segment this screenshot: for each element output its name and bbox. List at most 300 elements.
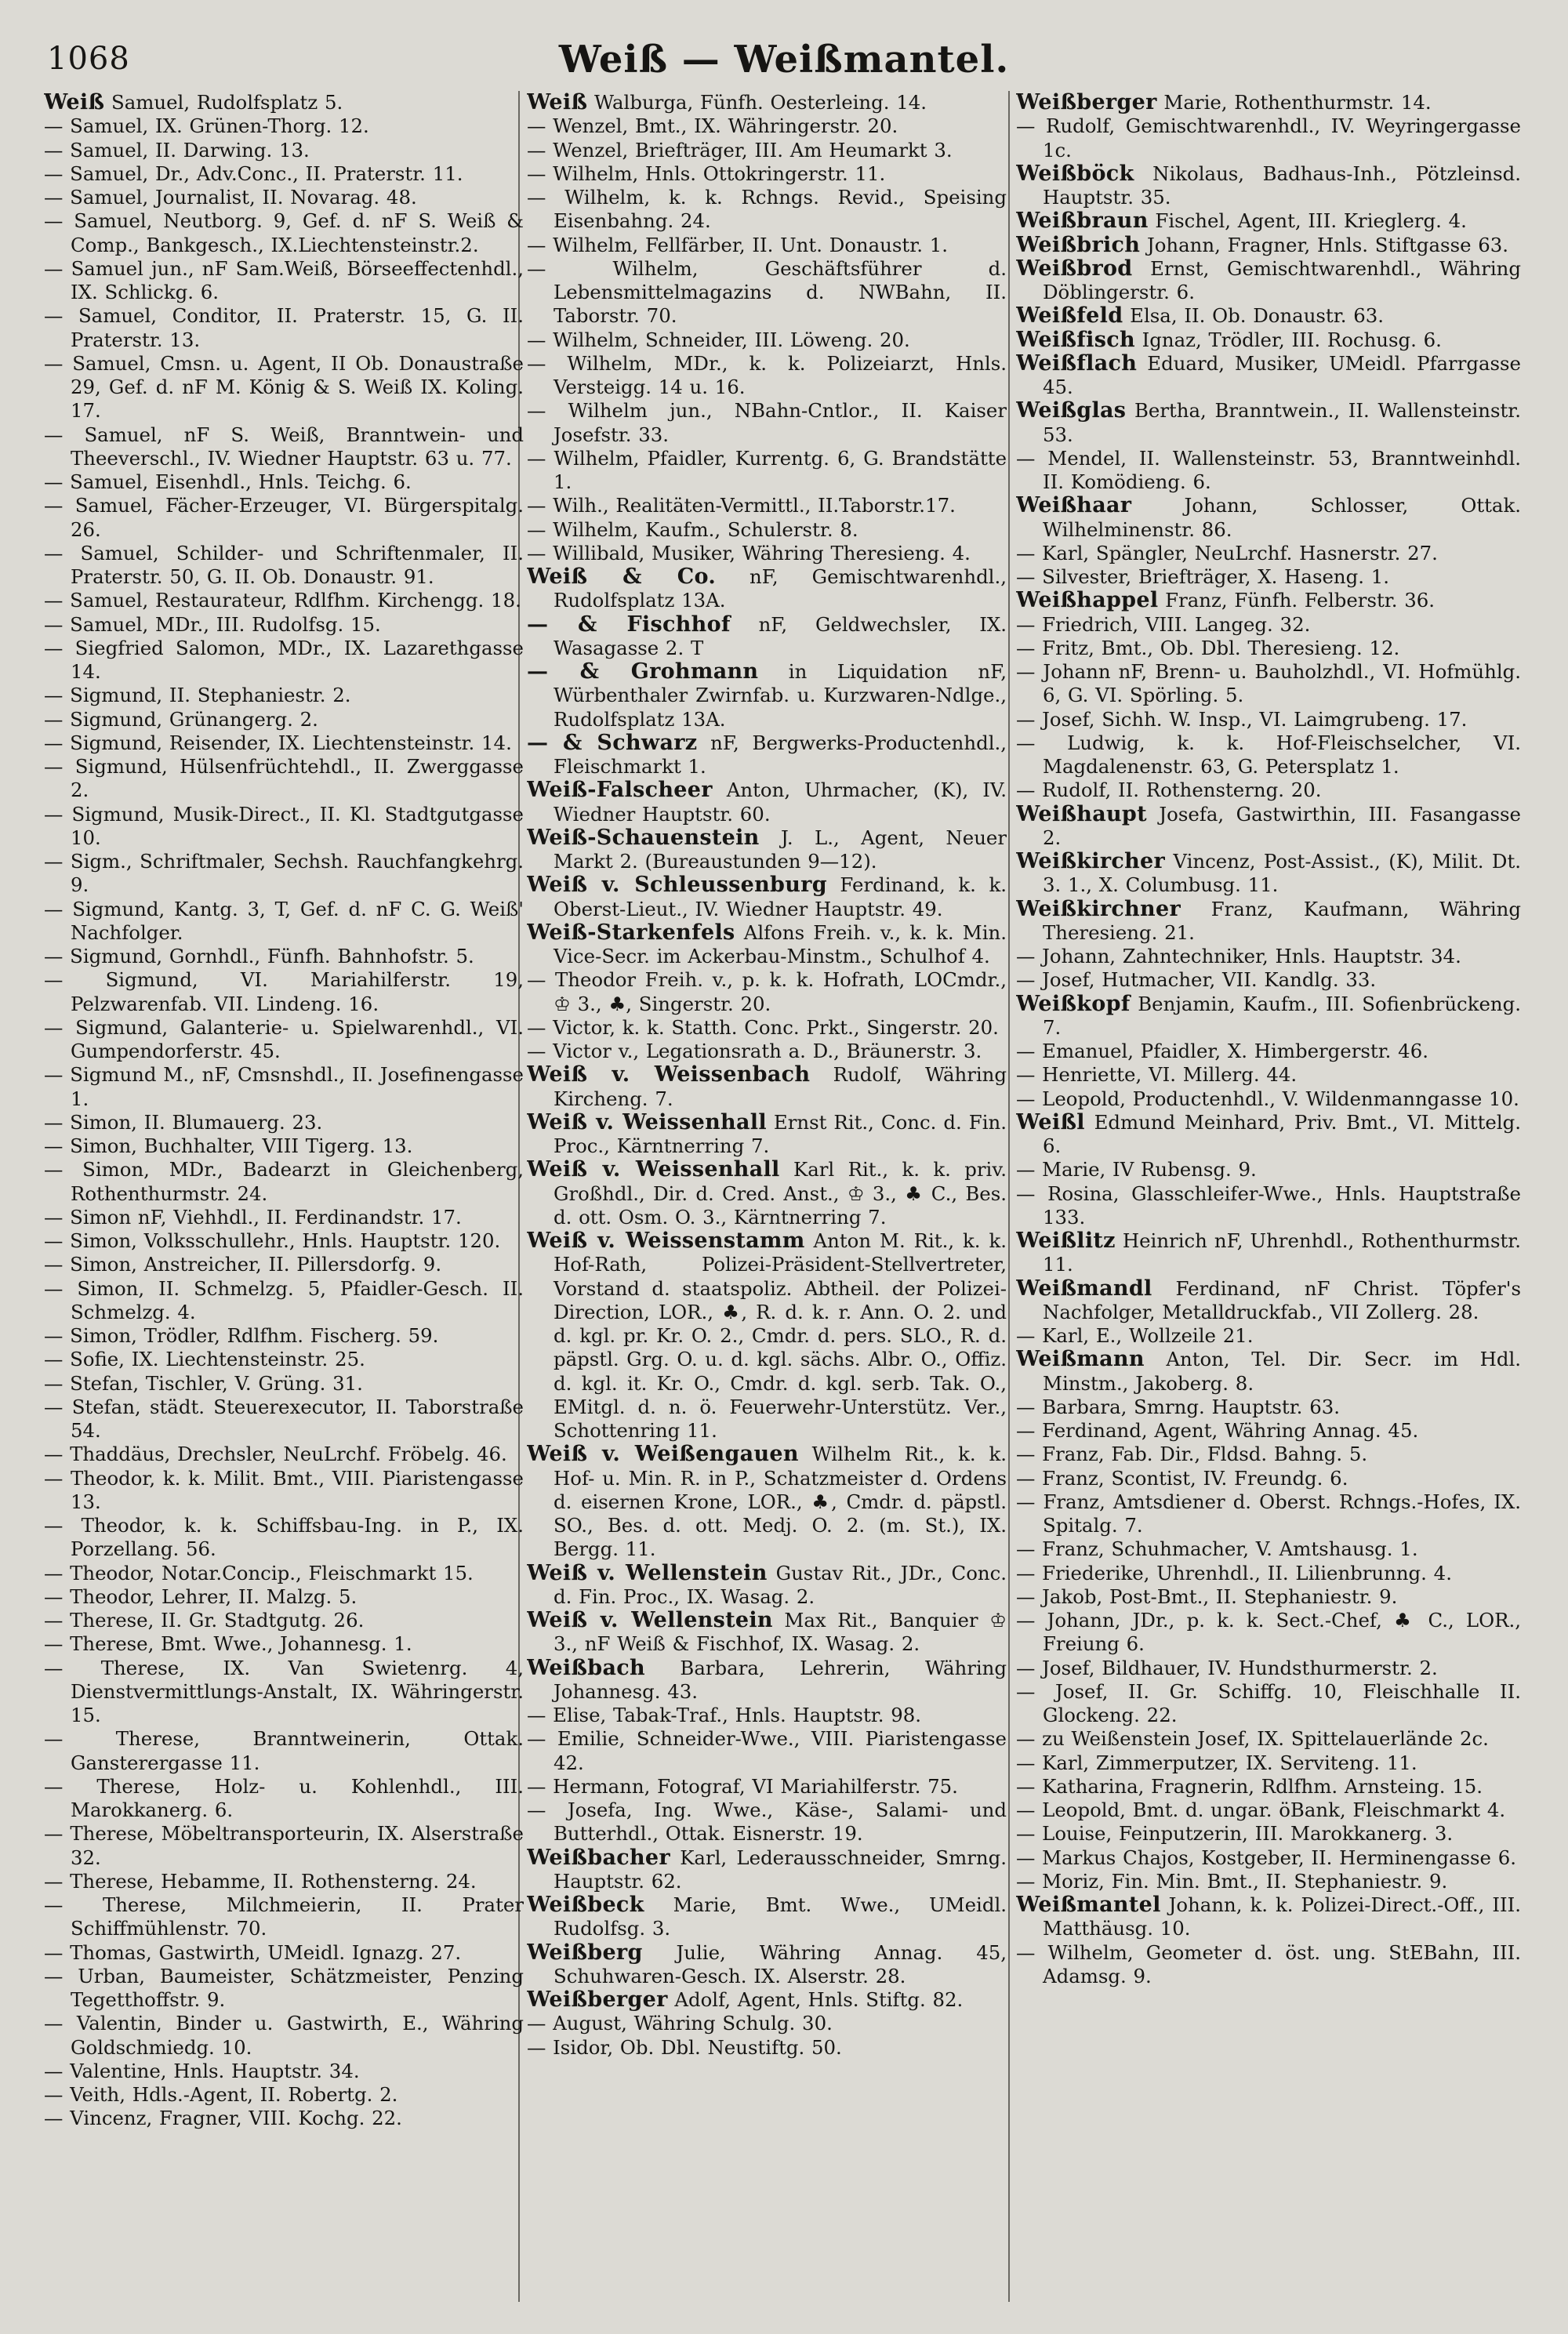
entry-text: — Wilhelm, Schneider, III. Löweng. 20. (527, 328, 910, 351)
entry-text: — Sigm., Schriftmaler, Sechsh. Rauchfangkehrg. 9. (44, 850, 524, 897)
page-number: 1068 (47, 41, 130, 77)
entry-text: — Wilh., Realitäten-Vermittl., II.Taborstr.17. (527, 494, 956, 517)
column-1 (44, 91, 524, 2318)
entry-surname: Weiß v. Weissenhall (527, 1109, 767, 1134)
entry-surname: Weißl (1016, 1109, 1085, 1134)
entry-text: — Theodor, k. k. Schiffsbau-Ing. in P., IX. Porzellang. 56. (44, 1514, 524, 1561)
entry-surname: Weiß v. Schleussenburg (527, 873, 827, 898)
entry-text: — Victor v., Legationsrath a. D., Bräunerstr. 3. (527, 1040, 982, 1062)
entry-text: — Sofie, IX. Liechtensteinstr. 25. (44, 1348, 365, 1371)
directory-entry (1016, 850, 1521, 898)
entry-text: — Karl, Zimmerputzer, IX. Serviteng. 11. (1016, 1751, 1417, 1774)
entry-text: — Samuel, IX. Grünen-Thorg. 12. (44, 114, 369, 138)
directory-entry (1016, 565, 1521, 589)
entry-text: in Liquidation nF, Würbenthaler Zwirnfab. u. Kurzwaren-Ndlge., Rudolfsplatz 13A. (554, 660, 1007, 731)
entry-text: — Franz, Amtsdiener d. Oberst. Rchngs.-Hofes, IX. Spitalg. 7. (1016, 1490, 1521, 1537)
directory-entry (44, 494, 524, 542)
entry-text: Marie, Rothenthurmstr. 14. (1156, 91, 1432, 114)
entry-text: — Sigmund M., nF, Cmsnshdl., II. Josefinengasse 1. (44, 1063, 524, 1110)
directory-entry (44, 1870, 524, 1893)
entry-text: — Urban, Baumeister, Schätzmeister, Penzing Tegetthoffstr. 9. (44, 1964, 524, 2011)
entry-text: — Thaddäus, Drechsler, NeuLrchf. Fröbelg. 46. (44, 1443, 507, 1466)
entry-surname: Weißbraun (1016, 209, 1149, 234)
directory-entry (44, 1134, 524, 1158)
entry-text: — Josef, Sichh. W. Insp., VI. Laimgrubeng. 17. (1016, 707, 1468, 731)
directory-entry (527, 1775, 1007, 1799)
entry-surname: Weißfeld (1016, 303, 1123, 329)
directory-entry (527, 257, 1007, 329)
entry-text: — Theodor, Notar.Concip., Fleischmarkt 15. (44, 1561, 474, 1584)
directory-entry (1016, 1229, 1521, 1277)
directory-entry (527, 565, 1007, 613)
entry-surname: — & Grohmann (527, 659, 759, 684)
entry-surname: Weißbacher (527, 1845, 670, 1870)
entry-surname: Weiß v. Weissenstamm (527, 1229, 805, 1253)
entry-text: — Jakob, Post-Bmt., II. Stephaniestr. 9. (1016, 1584, 1398, 1608)
directory-entry (1016, 1562, 1521, 1585)
entry-text: — Josef, Hutmacher, VII. Kandlg. 33. (1016, 968, 1377, 992)
entry-text: — Karl, E., Wollzeile 21. (1016, 1324, 1254, 1347)
entry-text: — Sigmund, Hülsenfrüchtehdl., II. Zwerggasse 2. (44, 755, 524, 802)
entry-text: — Sigmund, Musik-Direct., II. Kl. Stadtgutgasse 10. (44, 802, 524, 849)
directory-entry (527, 162, 1007, 186)
directory-entry (44, 1941, 524, 1965)
entry-text: — Samuel, Dr., Adv.Conc., II. Praterstr. 11. (44, 162, 463, 185)
entry-surname: Weißmann (1016, 1347, 1145, 1372)
entry-text: Marie, Bmt. Wwe., UMeidl. Rudolfsg. 3. (554, 1893, 1007, 1940)
directory-entry (1016, 399, 1521, 447)
entry-text: — Leopold, Productenhdl., V. Wildenmanngasse 10. (1016, 1087, 1519, 1110)
entry-text: — Hermann, Fotograf, VI Mariahilferstr. 75. (527, 1774, 958, 1798)
entry-text: Franz, Fünfh. Felberstr. 36. (1158, 589, 1436, 612)
entry-text: — Isidor, Ob. Dbl. Neustiftg. 50. (527, 2035, 842, 2059)
directory-entry (44, 1727, 524, 1775)
directory-entry (1016, 1727, 1521, 1751)
entry-text: — Veith, Hdls.-Agent, II. Robertg. 2. (44, 2083, 398, 2106)
entry-text: — Samuel, Schilder- und Schriftenmaler, II. Praterstr. 50, G. II. Ob. Donaustr. 91. (44, 541, 524, 588)
entry-text: Heinrich nF, Uhrenhdl., Rothenthurmstr. 11. (1043, 1229, 1521, 1276)
directory-entry (1016, 162, 1521, 210)
entry-text: — Franz, Scontist, IV. Freundg. 6. (1016, 1466, 1348, 1490)
directory-entry (44, 162, 524, 186)
directory-entry (44, 1965, 524, 2013)
directory-entry (527, 1727, 1007, 1775)
entry-text: Samuel, Rudolfsplatz 5. (104, 91, 343, 114)
entry-text: — Josef, II. Gr. Schiffg. 10, Fleischhalle II. Glockeng. 22. (1016, 1679, 1521, 1726)
entry-text: Franz, Kaufmann, Währing Theresieng. 21. (1043, 897, 1521, 944)
directory-entry (527, 399, 1007, 447)
entry-text: — Wilhelm, Kaufm., Schulerstr. 8. (527, 517, 858, 541)
directory-entry (1016, 1490, 1521, 1538)
directory-entry (44, 1632, 524, 1656)
entry-text: — August, Währing Schulg. 30. (527, 2012, 833, 2035)
directory-entry (44, 1229, 524, 1253)
entry-text: — Therese, Branntweinerin, Ottak. Gansterergasse 11. (44, 1727, 524, 1774)
entry-text: Johann, Fragner, Hnls. Stiftgasse 63. (1140, 233, 1509, 256)
entry-surname: Weiß v. Wellenstein (527, 1608, 773, 1632)
entry-text: — Emilie, Schneider-Wwe., VIII. Piaristengasse 42. (527, 1727, 1007, 1774)
directory-entry (44, 1467, 524, 1515)
entry-text: — Simon, Buchhalter, VIII Tigerg. 13. (44, 1134, 413, 1157)
entry-text: nF, Geldwechsler, IX. Wasagasse 2. T (554, 612, 1007, 659)
entry-text: — Rosina, Glasschleifer-Wwe., Hnls. Hauptstraße 133. (1016, 1182, 1521, 1229)
directory-entry (44, 542, 524, 590)
entry-text: — Johann nF, Brenn- u. Bauholzhdl., VI. Hofmühlg. 6, G. VI. Spörling. 5. (1016, 660, 1521, 707)
directory-entry (44, 257, 524, 305)
directory-entry (44, 1016, 524, 1064)
directory-entry (44, 1775, 524, 1823)
entry-text: — Karl, Spängler, NeuLrchf. Hasnerstr. 27. (1016, 541, 1438, 564)
directory-entry (527, 613, 1007, 661)
directory-entry (1016, 1657, 1521, 1680)
entry-text: — Wenzel, Briefträger, III. Am Heumarkt 3. (527, 138, 953, 162)
directory-entry (1016, 1609, 1521, 1657)
entry-text: — Johann, JDr., p. k. k. Sect.-Chef, ♣ C., LOR., Freiung 6. (1016, 1609, 1521, 1656)
directory-entry (527, 873, 1007, 921)
entry-text: — Friedrich, VIII. Langeg. 32. (1016, 612, 1311, 636)
entry-text: — Sigmund, Galanterie- u. Spielwarenhdl., VI. Gumpendorferstr. 45. (44, 1015, 524, 1062)
entry-text: Johann, k. k. Polizei-Direct.-Off., III. Matthäusg. 10. (1043, 1893, 1521, 1940)
entry-text: — Josef, Bildhauer, IV. Hundsthurmerstr. 2. (1016, 1656, 1438, 1679)
entry-text: — Samuel, Eisenhdl., Hnls. Teichg. 6. (44, 470, 412, 493)
entry-text: — Stefan, Tischler, V. Grüng. 31. (44, 1371, 363, 1395)
entry-text: Alfons Freih. v., k. k. Min. Vice-Secr. im Ackerbau-Minstm., Schulhof 4. (554, 920, 1007, 967)
entry-text: — Ferdinand, Agent, Währing Annag. 45. (1016, 1419, 1419, 1442)
entry-surname: Weißhaupt (1016, 801, 1147, 826)
entry-surname: Weißkirchner (1016, 896, 1181, 921)
directory-entry (527, 542, 1007, 565)
entry-surname: Weißlitz (1016, 1229, 1116, 1253)
entry-surname: Weißhaar (1016, 493, 1132, 518)
entry-surname: Weiß (44, 91, 105, 114)
directory-entry (44, 1893, 524, 1941)
directory-entry (44, 2107, 524, 2130)
entry-text: Anton, Tel. Dir. Secr. im Hdl. Minstm., Jakoberg. 8. (1043, 1348, 1521, 1395)
entry-surname: Weißkopf (1016, 991, 1131, 1016)
directory-entry (1016, 1040, 1521, 1063)
entry-text: Barbara, Lehrerin, Währing Johannesg. 43. (554, 1656, 1007, 1703)
directory-entry (44, 1206, 524, 1229)
entry-text: — Samuel, Journalist, II. Novarag. 48. (44, 186, 417, 209)
directory-entry (1016, 1182, 1521, 1230)
directory-entry (1016, 1941, 1521, 1989)
entry-text: — Therese, Möbeltransporteurin, IX. Alserstraße 32. (44, 1822, 524, 1869)
entry-surname: Weißkircher (1016, 849, 1166, 873)
directory-entry (44, 637, 524, 684)
directory-entry (44, 1253, 524, 1276)
directory-entry (527, 1941, 1007, 1989)
directory-entry (527, 1063, 1007, 1111)
entry-text: Rudolf, Währing Kircheng. 7. (554, 1063, 1007, 1110)
directory-entry (1016, 731, 1521, 779)
entry-text: — Thomas, Gastwirth, UMeidl. Ignazg. 27. (44, 1940, 462, 1964)
entry-surname: Weiß v. Weißengauen (527, 1442, 799, 1467)
entry-text: — Samuel, Restaurateur, Rdlfhm. Kirchengg. 18. (44, 589, 521, 612)
entry-text: Bertha, Branntwein., II. Wallensteinstr. 53. (1043, 399, 1521, 446)
entry-text: Anton, Uhrmacher, (K), IV. Wiedner Hauptstr. 60. (554, 779, 1007, 826)
directory-entry (44, 945, 524, 968)
directory-entry (44, 352, 524, 423)
directory-entry (44, 2012, 524, 2060)
entry-text: — Samuel, nF S. Weiß, Branntwein- und Theeverschl., IV. Wiedner Hauptstr. 63 u. 77. (44, 423, 524, 470)
directory-entry (44, 1609, 524, 1632)
directory-entry (527, 1704, 1007, 1727)
column-divider (1008, 91, 1010, 2302)
entry-text: — Sigmund, Gornhdl., Fünfh. Bahnhofstr. 5. (44, 945, 474, 967)
entry-text: — Wilhelm, Fellfärber, II. Unt. Donaustr. 1. (527, 233, 948, 256)
directory-entry (1016, 257, 1521, 305)
directory-entry (1016, 803, 1521, 851)
entry-text: Ernst, Gemischtwarenhdl., Währing Döblingerstr. 6. (1043, 256, 1521, 303)
directory-entry (44, 139, 524, 162)
directory-entry (44, 1324, 524, 1348)
directory-entry (527, 518, 1007, 542)
entry-text: Max Rit., Banquier ♔ 3., nF Weiß & Fischhof, IX. Wasag. 2. (554, 1609, 1007, 1656)
entry-text: — Wilhelm, MDr., k. k. Polizeiarzt, Hnls. Versteigg. 14 u. 16. (527, 351, 1007, 398)
directory-entry (44, 304, 524, 352)
directory-entry (1016, 352, 1521, 400)
directory-entry (1016, 1467, 1521, 1490)
entry-text: Ignaz, Trödler, III. Rochusg. 6. (1134, 328, 1442, 351)
entry-text: — Sigmund, Reisender, IX. Liechtensteinstr. 14. (44, 731, 512, 754)
directory-entry (527, 234, 1007, 257)
entry-text: — Samuel jun., nF Sam.Weiß, Börseeffectenhdl., IX. Schlickg. 6. (44, 256, 524, 303)
entry-text: Karl, Lederausschneider, Smrng. Hauptstr. 62. (554, 1846, 1007, 1893)
entry-surname: Weißmandl (1016, 1276, 1152, 1301)
entry-text: — Theodor, Lehrer, II. Malzg. 5. (44, 1584, 358, 1608)
column-2 (527, 91, 1007, 2318)
entry-text: — Wilhelm, Hnls. Ottokringerstr. 11. (527, 162, 886, 185)
directory-entry (1016, 637, 1521, 660)
directory-entry (44, 755, 524, 803)
entry-text: nF, Bergwerks-Productenhdl., Fleischmarkt 1. (554, 731, 1007, 778)
directory-entry (1016, 1775, 1521, 1799)
directory-entry (1016, 542, 1521, 565)
directory-entry (527, 1562, 1007, 1610)
directory-entry (1016, 589, 1521, 612)
directory-entry (1016, 91, 1521, 114)
directory-entry (1016, 1419, 1521, 1443)
entry-text: — Simon, II. Schmelzg. 5, Pfaidler-Gesch. II. Schmelzg. 4. (44, 1276, 524, 1323)
directory-entry (1016, 945, 1521, 968)
entry-text: — Sigmund, VI. Mariahilferstr. 19, Pelzwarenfab. VII. Lindeng. 16. (44, 968, 524, 1015)
directory-entry (527, 826, 1007, 874)
entry-text: — Simon, Trödler, Rdlfhm. Fischerg. 59. (44, 1324, 439, 1347)
directory-entry (44, 1443, 524, 1466)
entry-text: — Louise, Feinputzerin, III. Marokkanerg. 3. (1016, 1822, 1454, 1846)
directory-entry (527, 2036, 1007, 2060)
directory-entry (44, 1348, 524, 1371)
entry-text: Ernst Rit., Conc. d. Fin. Proc., Kärntnerring 7. (554, 1110, 1007, 1157)
entry-surname: Weißhappel (1016, 588, 1159, 613)
directory-entry (1016, 1537, 1521, 1561)
directory-entry (527, 1799, 1007, 1846)
entry-text: — Elise, Tabak-Traf., Hnls. Hauptstr. 98. (527, 1704, 922, 1726)
entry-text: Josefa, Gastwirthin, III. Fasangasse 2. (1043, 802, 1521, 849)
entry-text: J. L., Agent, Neuer Markt 2. (Bureaustunden 9—12). (554, 826, 1007, 873)
directory-entry (1016, 993, 1521, 1040)
entry-text: — Moriz, Fin. Min. Bmt., II. Stephaniestr. 9. (1016, 1869, 1448, 1893)
directory-entry (44, 209, 524, 257)
directory-entry (1016, 304, 1521, 328)
directory-entry (1016, 1799, 1521, 1822)
entry-text: — Therese, Holz- u. Kohlenhdl., III. Marokkanerg. 6. (44, 1774, 524, 1821)
entry-text: — Marie, IV Rubensg. 9. (1016, 1158, 1257, 1182)
entry-text: — Wilhelm, Geschäftsführer d. Lebensmittelmagazins d. NWBahn, II. Taborstr. 70. (527, 256, 1007, 328)
entry-surname: Weißbrod (1016, 256, 1133, 281)
entry-text: Fischel, Agent, III. Krieglerg. 4. (1148, 209, 1467, 233)
page-header (0, 0, 1568, 82)
entry-text: — Wilhelm, Pfaidler, Kurrentg. 6, G. Brandstätte 1. (527, 446, 1007, 493)
entry-text: — Theodor, k. k. Milit. Bmt., VIII. Piaristengasse 13. (44, 1466, 524, 1513)
entry-surname: Weiß v. Wellenstein (527, 1560, 768, 1585)
directory-entry (44, 114, 524, 138)
entry-text: — Wenzel, Bmt., IX. Währingerstr. 20. (527, 114, 898, 138)
entry-text: — Samuel, Conditor, II. Praterstr. 15, G. II. Praterstr. 13. (44, 304, 524, 351)
entry-text: — Therese, Hebamme, II. Rothensterng. 24. (44, 1869, 477, 1893)
entry-surname: Weißglas (1016, 398, 1127, 423)
directory-entry (44, 1372, 524, 1396)
directory-entry (527, 660, 1007, 731)
directory-entry (1016, 1846, 1521, 1870)
directory-entry (527, 186, 1007, 234)
directory-entry (527, 91, 1007, 114)
entry-surname: Weißberger (1016, 91, 1157, 114)
entry-surname: Weißberg (527, 1940, 643, 1965)
entry-text: — Markus Chajos, Kostgeber, II. Herminengasse 6. (1016, 1846, 1516, 1869)
directory-entry (1016, 1277, 1521, 1325)
entry-text: Ferdinand, nF Christ. Töpfer's Nachfolger, Metalldruckfab., VII Zollerg. 28. (1043, 1276, 1521, 1323)
entry-text: — Wilhelm, k. k. Rchngs. Revid., Speising Eisenbahng. 24. (527, 186, 1007, 233)
entry-surname: Weißflach (1016, 350, 1138, 376)
entry-text: Walburga, Fünfh. Oesterleing. 14. (587, 91, 927, 114)
entry-text: — Therese, II. Gr. Stadtgutg. 26. (44, 1609, 365, 1632)
directory-entry (1016, 708, 1521, 731)
directory-entry (527, 2012, 1007, 2035)
directory-entry (527, 139, 1007, 162)
entry-text: — Silvester, Briefträger, X. Haseng. 1. (1016, 565, 1390, 588)
directory-entry (527, 1893, 1007, 1941)
entry-text: Eduard, Musiker, UMeidl. Pfarrgasse 45. (1043, 351, 1521, 398)
entry-text: nF, Gemischtwarenhdl., Rudolfsplatz 13A. (554, 565, 1007, 612)
entry-text: — Leopold, Bmt. d. ungar. öBank, Fleischmarkt 4. (1016, 1799, 1506, 1821)
directory-entry (527, 352, 1007, 400)
directory-entry (527, 447, 1007, 495)
directory-entry (44, 2060, 524, 2083)
directory-entry (527, 921, 1007, 969)
directory-entry (44, 1657, 524, 1728)
entry-text: — zu Weißenstein Josef, IX. Spittelauerlände 2c. (1016, 1727, 1489, 1751)
entry-text: — Simon nF, Viehhdl., II. Ferdinandstr. 17. (44, 1205, 462, 1229)
entry-text: — Vincenz, Fragner, VIII. Kochg. 22. (44, 2107, 402, 2130)
entry-text: — Simon, Anstreicher, II. Pillersdorfg. 9. (44, 1253, 442, 1276)
directory-entry (44, 470, 524, 494)
directory-entry (1016, 1324, 1521, 1348)
directory-entry (527, 1988, 1007, 2012)
entry-text: — Sigmund, II. Stephaniestr. 2. (44, 684, 351, 707)
entry-surname: Weiß-Starkenfels (527, 920, 735, 945)
directory-entry (44, 850, 524, 898)
entry-surname: Weiß v. Weissenhall (527, 1157, 780, 1182)
directory-entry (527, 1846, 1007, 1894)
entry-text: — Samuel, II. Darwing. 13. (44, 138, 310, 162)
entry-surname: Weißmantel (1016, 1893, 1161, 1917)
directory-entry (44, 1396, 524, 1443)
entry-text: — Valentin, Binder u. Gastwirth, E., Währing Goldschmiedg. 10. (44, 2012, 524, 2059)
directory-entry (1016, 209, 1521, 233)
directory-entry (527, 779, 1007, 826)
entry-text: — Therese, Milchmeierin, II. Prater Schiffmühlenstr. 70. (44, 1893, 524, 1940)
directory-entry (1016, 1396, 1521, 1419)
directory-entry (44, 186, 524, 209)
entry-text: Nikolaus, Badhaus-Inh., Pötzleinsd. Hauptstr. 35. (1043, 162, 1521, 209)
entry-text: — Samuel, Cmsn. u. Agent, II Ob. Donaustraße 29, Gef. d. nF M. König & S. Weiß IX. Koling. 17. (44, 351, 524, 423)
directory-entry (44, 1277, 524, 1325)
directory-entry (44, 1063, 524, 1111)
entry-text: — Theodor Freih. v., p. k. k. Hofrath, LOCmdr., ♔ 3., ♣, Singerstr. 20. (527, 968, 1007, 1015)
entry-text: Ferdinand, k. k. Oberst-Lieut., IV. Wiedner Hauptstr. 49. (554, 873, 1007, 920)
directory-entry (44, 898, 524, 946)
entry-surname: — & Fischhof (527, 612, 731, 637)
directory-entry (1016, 494, 1521, 542)
directory-entry (1016, 1158, 1521, 1182)
directory-entry (1016, 968, 1521, 992)
directory-entry (527, 494, 1007, 517)
entry-text: — Franz, Fab. Dir., Fldsd. Bahng. 5. (1016, 1443, 1368, 1466)
directory-entry (44, 708, 524, 731)
entry-text: — Mendel, II. Wallensteinstr. 53, Branntweinhdl. II. Komödieng. 6. (1016, 446, 1521, 493)
entry-text: — Simon, MDr., Badearzt in Gleichenberg, Rothenthurmstr. 24. (44, 1158, 524, 1205)
entry-text: Julie, Währing Annag. 45, Schuhwaren-Gesch. IX. Alserstr. 28. (554, 1940, 1007, 1987)
directory-entry (1016, 1585, 1521, 1609)
entry-text: Adolf, Agent, Hnls. Stiftg. 82. (667, 1988, 964, 2011)
directory-entry (44, 968, 524, 1016)
entry-text: — Samuel, Neutborg. 9, Gef. d. nF S. Weiß & Comp., Bankgesch., IX.Liechtensteinstr.2. (44, 209, 524, 256)
entry-text: Karl Rit., k. k. priv. Großhdl., Dir. d. Cred. Anst., ♔ 3., ♣ C., Bes. d. ott. Osm. O. 3., Kärntnerring 7. (554, 1158, 1007, 1229)
entry-text: — Rudolf, II. Rothensterng. 20. (1016, 779, 1322, 802)
entry-text: — Victor, k. k. Statth. Conc. Prkt., Singerstr. 20. (527, 1015, 999, 1039)
entry-surname: Weiß & Co. (527, 564, 717, 589)
directory-entry (44, 1514, 524, 1562)
directory-entry (44, 1158, 524, 1206)
directory-entry (1016, 1443, 1521, 1466)
entry-text: Johann, Schlosser, Ottak. Wilhelminenstr. 86. (1043, 494, 1521, 541)
directory-entry (1016, 234, 1521, 257)
entry-surname: Weißbeck (527, 1893, 644, 1917)
directory-entry (1016, 329, 1521, 352)
directory-entry (44, 613, 524, 637)
entry-text: — Simon, II. Blumauerg. 23. (44, 1110, 323, 1134)
entry-text: — Siegfried Salomon, MDr., IX. Lazarethgasse 14. (44, 636, 524, 683)
entry-text: — Friederike, Uhrenhdl., II. Lilienbrunng. 4. (1016, 1561, 1452, 1584)
entry-text: — Emanuel, Pfaidler, X. Himbergerstr. 46. (1016, 1040, 1428, 1062)
entry-text: Gustav Rit., JDr., Conc. d. Fin. Proc., IX. Wasag. 2. (554, 1561, 1007, 1608)
entry-surname: Weiß (527, 91, 588, 114)
entry-text: — Willibald, Musiker, Währing Theresieng. 4. (527, 541, 971, 564)
entry-text: — Josefa, Ing. Wwe., Käse-, Salami- und Butterhdl., Ottak. Eisnerstr. 19. (527, 1799, 1007, 1846)
entry-surname: Weiß-Schauenstein (527, 825, 760, 850)
directory-entry (527, 1443, 1007, 1561)
entry-text: — Sigmund, Grünangerg. 2. (44, 707, 318, 731)
entry-surname: Weißberger (527, 1987, 668, 2012)
directory-entry (1016, 898, 1521, 946)
directory-entry (44, 731, 524, 755)
entry-text: — Johann, Zahntechniker, Hnls. Hauptstr. 34. (1016, 945, 1461, 967)
directory-entry (527, 1111, 1007, 1159)
entry-text: Anton M. Rit., k. k. Hof-Rath, Polizei-Präsident-Stellvertreter, Vorstand d. staatspoliz. Abtheil. der Polizei-Direction, LOR., ♣, R. d. k. r. Ann. O. 2. und d. kgl. pr. Kr. O. 2., Cmdr. d. pers. SLO., R. d. päpstl. Grg. O. u. d. kgl. sächs. Albr. O., Offiz. d. kgl. it. Kr. O., Cmdr. d. kgl. serb. Tak. O., EMitgl. d. n. ö. Feuerwehr-Unterstütz. Ver., Schottenring 11. (554, 1229, 1007, 1442)
entry-text: — Stefan, städt. Steuerexecutor, II. Taborstraße 54. (44, 1395, 524, 1442)
entry-text: — Katharina, Fragnerin, Rdlfhm. Arnsteing. 15. (1016, 1774, 1483, 1798)
